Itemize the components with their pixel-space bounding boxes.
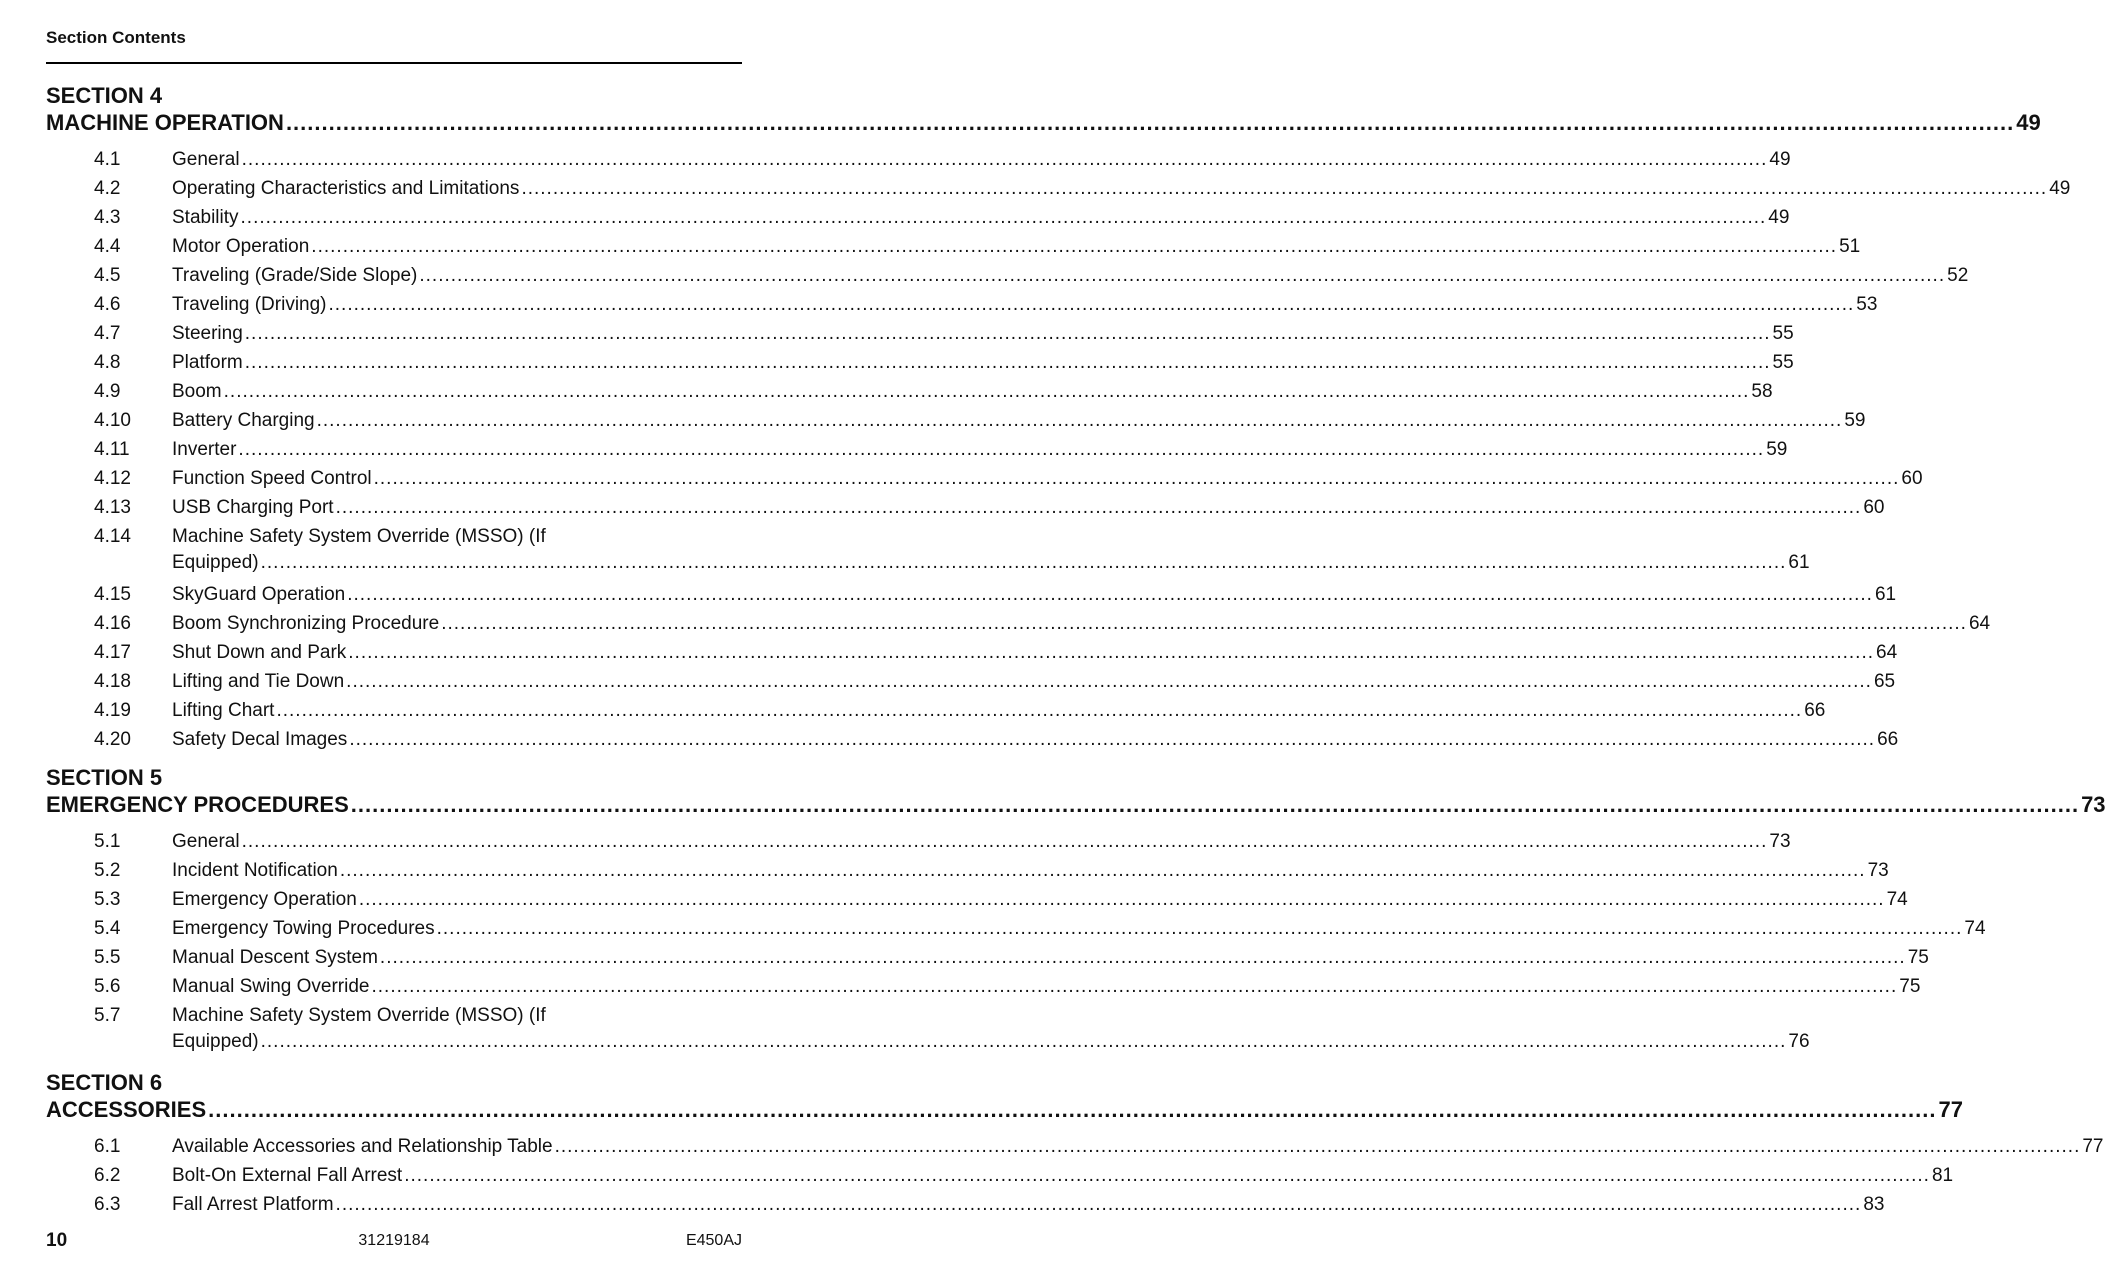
dot-leader <box>348 638 1874 667</box>
section-label: SECTION 4 <box>46 83 163 108</box>
dot-leader <box>371 972 1897 1001</box>
dot-leader <box>359 885 1885 914</box>
entry-body <box>172 972 1921 1001</box>
entry-number: 5.6 <box>94 976 121 997</box>
dot-leader <box>317 406 1843 435</box>
entry-title: Boom <box>172 381 222 402</box>
dot-leader <box>261 551 1787 574</box>
entry-page-number: 51 <box>1839 236 1861 257</box>
section-title-row[interactable] <box>46 109 2041 137</box>
entry-title: Traveling (Driving) <box>172 294 327 315</box>
entry-page-number: 59 <box>1844 410 1866 431</box>
table-of-contents <box>46 82 2106 1229</box>
entry-title: Shut Down and Park <box>172 642 347 663</box>
entry-number: 4.19 <box>94 700 131 721</box>
entry-page-number: 61 <box>1788 552 1810 573</box>
section-page-number: 77 <box>1938 1097 1963 1122</box>
entry-page-number: 73 <box>1867 860 1889 881</box>
entry-title: SkyGuard Operation <box>172 584 346 605</box>
dot-leader <box>238 435 1764 464</box>
entry-page-number: 58 <box>1751 381 1773 402</box>
dot-leader <box>208 1096 1936 1124</box>
entry-title: Incident Notification <box>172 860 338 881</box>
entry-number: 4.17 <box>94 642 131 663</box>
entry-number: 4.9 <box>94 381 121 402</box>
entry-body <box>172 1190 1885 1219</box>
entry-page-number: 49 <box>1768 207 1790 228</box>
entry-body <box>172 725 1899 754</box>
toc-entry[interactable] <box>46 261 1969 290</box>
entry-number: 4.3 <box>94 207 121 228</box>
entry-page-number: 59 <box>1766 439 1788 460</box>
entry-title-block <box>172 522 1810 580</box>
entry-number: 5.4 <box>94 918 121 939</box>
entry-number: 4.13 <box>94 497 131 518</box>
section-label: SECTION 6 <box>46 1070 163 1095</box>
dot-leader <box>351 791 2079 819</box>
entry-number: 5.1 <box>94 831 121 852</box>
dot-leader <box>336 1190 1862 1219</box>
toc-entry[interactable] <box>46 290 1878 319</box>
footer-model: E450AJ <box>685 1232 742 1249</box>
footer-page-number: 10 <box>46 1230 68 1251</box>
entry-page-number: 74 <box>1964 918 1986 939</box>
entry-body <box>172 464 1923 493</box>
dot-leader <box>404 1161 1930 1190</box>
toc-section <box>46 82 2071 754</box>
entry-page-number: 64 <box>1968 613 1991 634</box>
entry-number: 5.2 <box>94 860 121 881</box>
dot-leader <box>521 174 2047 203</box>
entry-page-number: 73 <box>1769 831 1791 852</box>
entry-body <box>172 261 1969 290</box>
entry-number: 4.20 <box>94 729 131 750</box>
toc-entry[interactable] <box>46 145 1791 174</box>
dot-leader <box>261 1030 1787 1053</box>
entry-title: Inverter <box>172 439 237 460</box>
dot-leader <box>242 145 1768 174</box>
page-footer <box>46 1230 742 1254</box>
entry-number: 5.7 <box>94 1005 121 1026</box>
entry-title-block <box>172 1001 1810 1059</box>
toc-entry[interactable] <box>46 914 1986 943</box>
entry-body <box>172 580 1897 609</box>
dot-leader <box>224 377 1750 406</box>
entry-page-number: 65 <box>1873 671 1896 692</box>
toc-entry[interactable] <box>46 972 1921 1001</box>
toc-entry[interactable] <box>46 1001 1810 1059</box>
dot-leader <box>437 914 1963 943</box>
toc-entry[interactable] <box>46 522 1810 580</box>
section-page-number: 73 <box>2081 792 2106 817</box>
toc-entry[interactable] <box>46 943 1929 972</box>
toc-entry[interactable] <box>46 1190 1885 1219</box>
entry-body <box>172 914 1986 943</box>
entry-number: 4.16 <box>94 613 131 634</box>
toc-section <box>46 1069 2104 1219</box>
section-label: SECTION 5 <box>46 765 163 790</box>
section-title: MACHINE OPERATION <box>46 110 284 135</box>
toc-entry[interactable] <box>46 406 1866 435</box>
entry-page-number: 81 <box>1931 1165 1954 1186</box>
entry-title: Machine Safety System Override (MSSO) (If <box>172 1005 546 1026</box>
entry-page-number: 49 <box>2049 178 2071 199</box>
entry-title: Platform <box>172 352 243 373</box>
toc-entry[interactable] <box>46 319 1794 348</box>
dot-leader <box>419 261 1945 290</box>
toc-entry[interactable] <box>46 493 1885 522</box>
entry-title: Lifting Chart <box>172 700 275 721</box>
dot-leader <box>245 319 1771 348</box>
entry-body <box>172 609 1991 638</box>
entry-body <box>172 827 1791 856</box>
entry-page-number: 76 <box>1788 1031 1810 1052</box>
entry-page-number: 55 <box>1772 323 1794 344</box>
entry-body <box>172 145 1791 174</box>
entry-title: Manual Swing Override <box>172 976 370 997</box>
entry-number: 4.18 <box>94 671 131 692</box>
dot-leader <box>340 856 1866 885</box>
entry-number: 4.11 <box>94 439 130 460</box>
section-title: ACCESSORIES <box>46 1097 207 1122</box>
entry-page-number: 66 <box>1804 700 1826 721</box>
entry-body <box>172 406 1866 435</box>
toc-entry[interactable] <box>46 638 1898 667</box>
entry-body <box>172 856 1889 885</box>
entry-page-number: 53 <box>1856 294 1878 315</box>
entry-title: Fall Arrest Platform <box>172 1194 334 1215</box>
dot-leader <box>374 464 1900 493</box>
toc-entry[interactable] <box>46 174 2071 203</box>
entry-title: Stability <box>172 207 239 228</box>
toc-entry[interactable] <box>46 348 1794 377</box>
dot-leader <box>241 203 1767 232</box>
entry-body <box>172 667 1896 696</box>
entry-number: 6.2 <box>94 1165 121 1186</box>
entry-body <box>172 638 1898 667</box>
dot-leader <box>286 109 2014 137</box>
entry-title: General <box>172 149 240 170</box>
entry-number: 5.5 <box>94 947 121 968</box>
entry-number: 4.4 <box>94 236 121 257</box>
dot-leader <box>276 696 1802 725</box>
entry-title: Battery Charging <box>172 410 315 431</box>
dot-leader <box>242 827 1768 856</box>
entry-number: 4.6 <box>94 294 121 315</box>
entry-title: Bolt-On External Fall Arrest <box>172 1165 403 1186</box>
entry-page-number: 75 <box>1907 947 1929 968</box>
toc-entry[interactable] <box>46 667 1896 696</box>
dot-leader <box>347 580 1873 609</box>
entry-page-number: 52 <box>1947 265 1969 286</box>
entry-number: 4.8 <box>94 352 121 373</box>
entry-title: Safety Decal Images <box>172 729 348 750</box>
entry-number: 4.12 <box>94 468 131 489</box>
entry-body <box>172 1132 2104 1161</box>
entry-page-number: 60 <box>1863 497 1885 518</box>
entry-body <box>172 348 1794 377</box>
section-title-row[interactable] <box>46 1096 1963 1124</box>
toc-entry[interactable] <box>46 377 1773 406</box>
entry-title-continuation: Equipped) <box>172 552 259 573</box>
dot-leader <box>245 348 1771 377</box>
footer-document-number: 31219184 <box>358 1232 430 1249</box>
entry-title: Emergency Towing Procedures <box>172 918 435 939</box>
dot-leader <box>380 943 1906 972</box>
entry-number: 6.1 <box>94 1136 121 1157</box>
toc-entry[interactable] <box>46 580 1897 609</box>
entry-body <box>172 290 1878 319</box>
toc-entry[interactable] <box>46 435 1788 464</box>
entry-number: 4.10 <box>94 410 131 431</box>
toc-section <box>46 764 2106 1059</box>
dot-leader <box>329 290 1855 319</box>
entry-title: Lifting and Tie Down <box>172 671 345 692</box>
entry-page-number: 64 <box>1876 642 1898 663</box>
entry-title: Operating Characteristics and Limitations <box>172 178 520 199</box>
entry-title: Function Speed Control <box>172 468 372 489</box>
entry-title: Motor Operation <box>172 236 310 257</box>
entry-page-number: 75 <box>1899 976 1921 997</box>
entry-body <box>172 885 1908 914</box>
entry-body <box>172 174 2071 203</box>
entry-number: 4.7 <box>94 323 121 344</box>
section-title-row[interactable] <box>46 791 2106 819</box>
toc-entry[interactable] <box>46 1161 1954 1190</box>
entry-page-number: 77 <box>2082 1136 2104 1157</box>
header-divider <box>46 62 742 64</box>
entry-title: USB Charging Port <box>172 497 334 518</box>
entry-page-number: 60 <box>1901 468 1923 489</box>
entry-page-number: 49 <box>1769 149 1791 170</box>
toc-entry[interactable] <box>46 609 1991 638</box>
entry-body <box>172 943 1929 972</box>
entry-body <box>172 435 1788 464</box>
toc-entry[interactable] <box>46 856 1889 885</box>
entry-title-continuation-row <box>172 1030 1810 1053</box>
entry-page-number: 74 <box>1886 889 1908 910</box>
entry-body <box>172 203 1790 232</box>
entry-body <box>172 377 1773 406</box>
dot-leader <box>555 1132 2081 1161</box>
entry-title: Machine Safety System Override (MSSO) (If <box>172 526 546 547</box>
entry-number: 4.1 <box>94 149 121 170</box>
dot-leader <box>349 725 1875 754</box>
section-page-number: 49 <box>2016 110 2041 135</box>
dot-leader <box>311 232 1837 261</box>
entry-number: 5.3 <box>94 889 121 910</box>
dot-leader <box>336 493 1862 522</box>
toc-entry[interactable] <box>46 827 1791 856</box>
entry-number: 4.2 <box>94 178 121 199</box>
entry-title: Manual Descent System <box>172 947 378 968</box>
entry-title: Traveling (Grade/Side Slope) <box>172 265 418 286</box>
entry-body <box>172 696 1826 725</box>
entry-number: 4.15 <box>94 584 131 605</box>
page-header-title: Section Contents <box>46 28 186 47</box>
toc-entry[interactable] <box>46 725 1899 754</box>
toc-entry[interactable] <box>46 885 1908 914</box>
entry-page-number: 61 <box>1874 584 1897 605</box>
entry-title-continuation-row <box>172 551 1810 574</box>
toc-entry[interactable] <box>46 464 1923 493</box>
entry-number: 4.14 <box>94 526 131 547</box>
entry-title: General <box>172 831 240 852</box>
section-title: EMERGENCY PROCEDURES <box>46 792 349 817</box>
entry-page-number: 66 <box>1877 729 1899 750</box>
entry-body <box>172 319 1794 348</box>
entry-title: Available Accessories and Relationship Table <box>172 1136 553 1157</box>
entry-title: Emergency Operation <box>172 889 357 910</box>
entry-body <box>172 1161 1954 1190</box>
toc-entry[interactable] <box>46 232 1861 261</box>
entry-body <box>172 493 1885 522</box>
entry-title: Boom Synchronizing Procedure <box>172 613 440 634</box>
entry-number: 6.3 <box>94 1194 121 1215</box>
entry-page-number: 83 <box>1863 1194 1885 1215</box>
entry-title: Steering <box>172 323 243 344</box>
entry-body <box>172 232 1861 261</box>
entry-number: 4.5 <box>94 265 121 286</box>
entry-title-continuation: Equipped) <box>172 1031 259 1052</box>
toc-entry[interactable] <box>46 1132 2104 1161</box>
dot-leader <box>346 667 1872 696</box>
toc-entry[interactable] <box>46 203 1790 232</box>
entry-page-number: 55 <box>1772 352 1794 373</box>
toc-entry[interactable] <box>46 696 1826 725</box>
dot-leader <box>441 609 1967 638</box>
